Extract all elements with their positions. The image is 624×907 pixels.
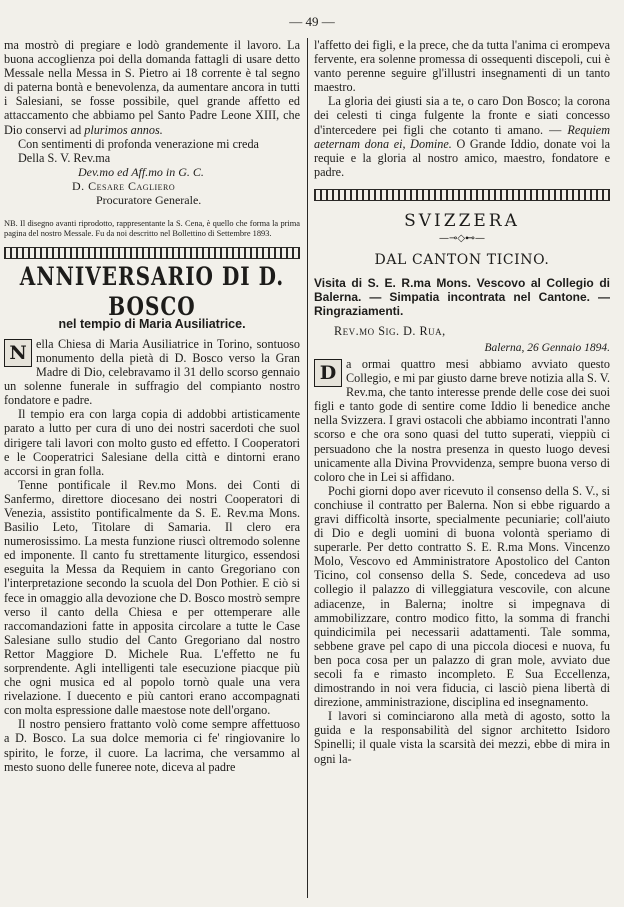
drop-cap: N <box>4 339 32 367</box>
ornamental-divider <box>4 247 300 259</box>
signature-line-1: Dev.mo ed Aff.mo in G. C. <box>78 164 204 179</box>
right-paragraph-5: I lavori si cominciarono alla metà di agosto, sotto la guida e la responsabilità del signor architetto Isidoro Spinelli; il quale vista la scarsità dei mezzi, ebbe di mira in ogni la- <box>314 709 610 766</box>
signature-line-3: Procuratore Generale. <box>96 192 202 207</box>
left-paragraph-1: ma mostrò di pregiare e lodò grandemente il lavoro. La buona accoglienza poi della domanda fattagli di usare detto Messale nella Messa in S. Pietro ai 18 corrente è tal segno di paterna bontà e benevolenza, da aumentare ancora in tutti i Salesiani, se fosse possibile, quel grande affetto ed attaccamento che abbiamo pel Santo Padre Leone XIII, che Dio conservi ad plurimos annos. <box>4 38 300 137</box>
salutation: Rev.mo Sig. D. Rua, <box>334 323 446 338</box>
section-title: ANNIVERSARIO DI D. BOSCO <box>19 260 285 321</box>
right-paragraph-1: l'affetto dei figli, e la prece, che da tutta l'anima ci erompeva fervente, era solenne promessa di ossequenti discepoli, cui è vanto perenne seguire gl'illustri insegnamenti di un tanto maestro. <box>314 38 610 95</box>
right-paragraph-4: Pochi giorni dopo aver ricevuto il consenso della S. V., si conchiuse il contratto per Balerna. Non si ebbe riguardo a gravi difficoltà insorte, specialmente pecuniarie; coll'aiuto di Dio e degli uomini di buona volontà speriamo di superarle. Per detto contratto S. E. R.ma Mons. Vincenzo Molo, Vescovo ed Amministratore Apostolico del Canton Ticino, col consenso della S. Sede, concedeva ad uso collegio il palazzo di villeggiatura vescovile, con alcune adiacenze, in Balerna; inoltre si impegnava di ammobilizzare, contro modico fitto, la somma di franchi quindicimila pei necessarii adattamenti. Tale somma, sebbene grave pel capo di una piccola diocesi e nuova, fu ben poca cosa per un palazzo di gran mole, avviato due secoli fa e rimasto incompleto. E Sua Eccellenza, dimostrando in noi vera fiducia, ci lasciò piena libertà di direzione, amministrazione, disciplina ed insegnamento. <box>314 483 610 710</box>
left-paragraph-2: Con sentimenti di profonda venerazione mi creda <box>18 136 259 151</box>
left-paragraph-5: Il tempio era con larga copia di addobbi artisticamente parato a lutto per cura di uno dei nostri sacerdoti che suol dirigere tali lavori con molto gusto ed effetto. I Cooperatori e le Cooperatrici Salesiane della città e dintorni erano accorsi in gran folla. <box>4 407 300 478</box>
signature-line-2: D. Cesare Cagliero <box>72 178 176 193</box>
letter-date: Balerna, 26 Gennaio 1894. <box>484 341 610 354</box>
page-number: — 49 — <box>289 14 335 29</box>
drop-cap: D <box>314 359 342 387</box>
ornamental-divider <box>314 189 610 201</box>
right-paragraph-2: La gloria dei giusti sia a te, o caro Don Bosco; la corona dei celesti ti cinga fulgente la fronte e siati concesso d'intercedere pei figli che cotanto ti amano. — Requiem aeternam dona ei, Domine. O Grande Iddio, donate voi la requie e la gloria al nostro amico, maestro, fondatore e padre. <box>314 94 611 179</box>
left-paragraph-3: Della S. V. Rev.ma <box>18 150 111 165</box>
section-subtitle: nel tempio di Maria Ausiliatrice. <box>58 316 246 331</box>
right-paragraph-3: D a ormai quattro mesi abbiamo avviato questo Collegio, e mi par giusto darne breve notizia alla S. V. Rev.ma, che tanto interesse prende delle cose dei suoi figli e tanto gode di sentire come Iddio li benedice anche nella Svizzera. I gravi ostacoli che abbiamo incontrati l'anno scorso e che ora sono quasi del tutto superati, vieppiù ci persuadono che la nostra presenza in questo luogo devesi unicamente alla Divina Provvidenza, sempre buona verso di coloro che in Lei si affidano. <box>314 356 610 484</box>
left-column <box>4 38 300 774</box>
country-heading: SVIZZERA <box>404 210 520 231</box>
right-column <box>314 38 610 766</box>
nota-bene: NB. Il disegno avanti riprodotto, rappresentante la S. Cena, è quello che forma la prima pagina del nostro Messale. Fu da noi descritto nel Bollettino di Settembre 1893. <box>4 218 300 238</box>
region-heading: DAL CANTON TICINO. <box>374 251 550 268</box>
article-summary: Visita di S. E. R.ma Mons. Vescovo al Collegio di Balerna. — Simpatia incontrata nel Cantone. — Ringraziamenti. <box>314 275 610 318</box>
swirl-ornament: —⊸◇⊷— <box>438 232 486 244</box>
left-paragraph-7: Il nostro pensiero frattanto volò come sempre affettuoso a D. Bosco. La sua dolce memoria ci fe' ringiovanire lo spirito, le forze, il cuore. La lacrima, che versammo al mesto suono delle funeree note, diceva al padre <box>4 717 300 774</box>
left-paragraph-6: Tenne pontificale il Rev.mo Mons. dei Conti di Sanfermo, direttore diocesano dei nostri Cooperatori di Venezia, assistito pontificalmente da S. E. Rev.ma Mons. Basilio Leto, Titolare di Samaria. Il clero era numerosissimo. La mesta funzione riuscì oltremodo solenne ed imponente. Il canto fu strettamente liturgico, essendosi eseguita la Messa da Requiem in canto Gregoriano con l'interpretazione secondo la scuola del Don Pothier. E ciò si fece in omaggio alla devozione che D. Bosco mostrò sempre verso il canto della Chiesa e per ottemperare alle raccomandazioni fatte in apposita circolare a tutte le Case Salesiane sullo studio del Canto Gregoriano dal nostro Rettor Maggiore D. Michele Rua. L'effetto ne fu sorprendente. Agli intelligenti tale esecuzione piacque più che ogni musica ed al popolo tornò quale una vera rivelazione. I duecento e più cantori erano accompagnati con molta espressione dalle maestose note dell'organo. <box>4 477 300 718</box>
left-paragraph-4: N ella Chiesa di Maria Ausiliatrice in Torino, sontuoso monumento della pietà di D. Bosco verso la Gran Madre di Dio, celebravamo il 31 dello scorso gennaio un solenne funerale in suffragio del compianto nostro fondatore e padre. <box>4 336 300 408</box>
column-divider <box>307 38 308 898</box>
